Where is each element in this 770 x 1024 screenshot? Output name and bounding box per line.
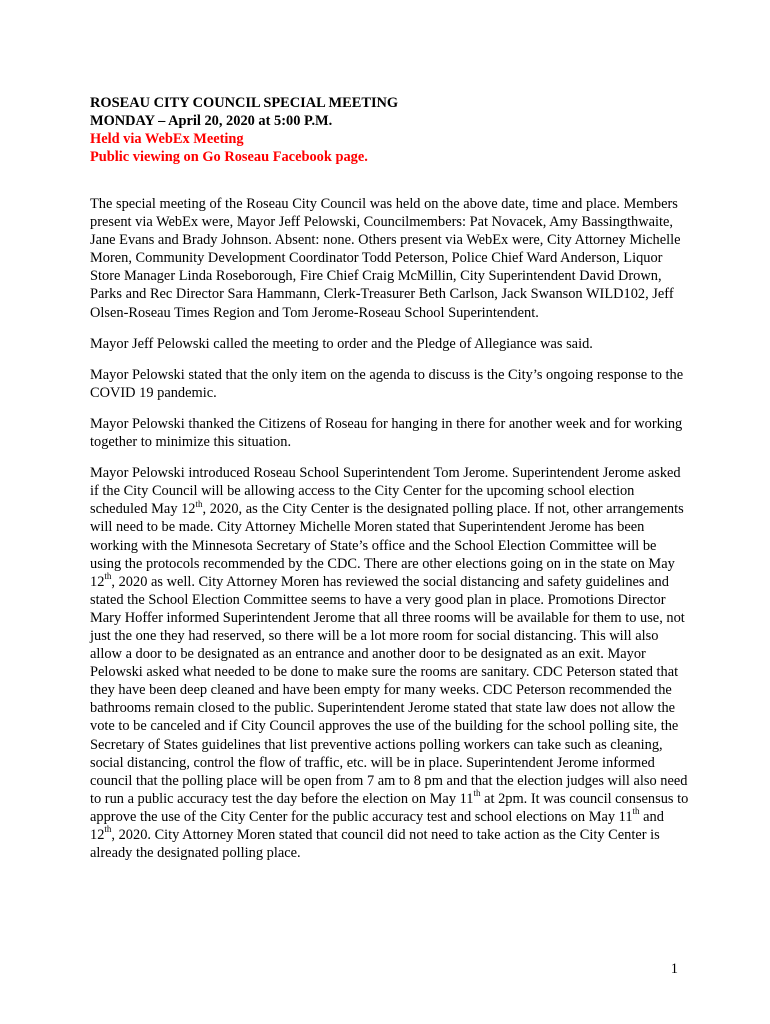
minutes-body: [90, 195, 690, 862]
paragraph-attendance: The special meeting of the Roseau City Council was held on the above date, time and place. Members present via WebEx were, Mayor Jeff Pelowski, Councilmembers: Pat Novacek, Amy Bassingthwaite, Jane Evans and Brady Johnson. Absent: none. Others present via WebEx were, City Attorney Michelle Moren, Community Development Coordinator Todd Peterson, Police Chief Ward Anderson, Liquor Store Manager Linda Roseborough, Fire Chief Craig McMillin, City Superintendent David Drown, Parks and Rec Director Sara Hammann, Clerk-Treasurer Beth Carlson, Jack Swanson WILD102, Jeff Olsen-Roseau Times Region and Tom Jerome-Roseau School Superintendent.: [90, 196, 681, 321]
superscript-ordinal: th: [104, 570, 112, 581]
paragraph-call-to-order: Mayor Jeff Pelowski called the meeting to order and the Pledge of Allegiance was said.: [90, 335, 593, 352]
header-date: MONDAY – April 20, 2020 at 5:00 P.M.: [90, 113, 333, 129]
page-number: 1: [670, 961, 678, 977]
text-segment: , 2020 as well. City Attorney Moren has reviewed the social distancing and safety guidelines and stated the School Election Committee seems to have a very good plan in place. Promotions Director Mary Hoffer informed Superintendent Jerome that all three rooms will be available for them to use, not just the one they had reserved, so there will be a lot more room for social distancing. This will also allow a door to be designated as an entrance and another door to be designated as an exit. Mayor Pelowski asked what needed to be done to make sure the rooms are sanitary. CDC Peterson stated that they have been deep cleaned and have been empty for many weeks. CDC Peterson recommended the bathrooms remain closed to the public. Superintendent Jerome stated that state law does not allow the vote to be canceled and if City Council approves the use of the building for the school polling site, the Secretary of States guidelines that list preventive actions polling workers can take such as cleaning, social distancing, control the flow of traffic, etc. will be in place. Superintendent Jerome informed council that the polling place will be open from 7 am to 8 pm and that the election judges will also need to run a public accuracy test the day before the election on May 11: [90, 573, 688, 807]
text-segment: , 2020. City Attorney Moren stated that council did not need to take action as the City Center is already the designated polling place.: [90, 827, 660, 862]
header-title: ROSEAU CITY COUNCIL SPECIAL MEETING: [90, 95, 399, 111]
superscript-ordinal: th: [473, 788, 481, 799]
superscript-ordinal: th: [195, 498, 203, 509]
superscript-ordinal: th: [632, 806, 640, 817]
paragraph-school-election: [90, 464, 690, 862]
text-segment: Mayor Pelowski introduced Roseau School Superintendent Tom Jerome. Superintendent Jerome asked if the City Council will be allowing access to the City Center for the upcoming school election scheduled May 12: [90, 465, 681, 518]
header-webex-note: Held via WebEx Meeting: [90, 131, 244, 147]
meeting-header: [90, 94, 690, 166]
text-segment: and 12: [90, 808, 664, 843]
text-segment: , 2020, as the City Center is the designated polling place. If not, other arrangements will need to be made. City Attorney Michelle Moren stated that Superintendent Jerome has been working with the Minnesota Secretary of State’s office and the School Election Committee will be using the protocols recommended by the CDC. There are other elections going on in the state on May 12: [90, 501, 684, 590]
header-facebook-note: Public viewing on Go Roseau Facebook page.: [90, 149, 368, 165]
paragraph-thanks: Mayor Pelowski thanked the Citizens of Roseau for hanging in there for another week and for working together to minimize this situation.: [90, 415, 683, 451]
superscript-ordinal: th: [104, 824, 112, 835]
paragraph-agenda: Mayor Pelowski stated that the only item on the agenda to discuss is the City’s ongoing response to the COVID 19 pandemic.: [90, 366, 684, 401]
text-segment: at 2pm. It was council consensus to approve the use of the City Center for the public accuracy test and school elections on May 11: [90, 790, 689, 825]
